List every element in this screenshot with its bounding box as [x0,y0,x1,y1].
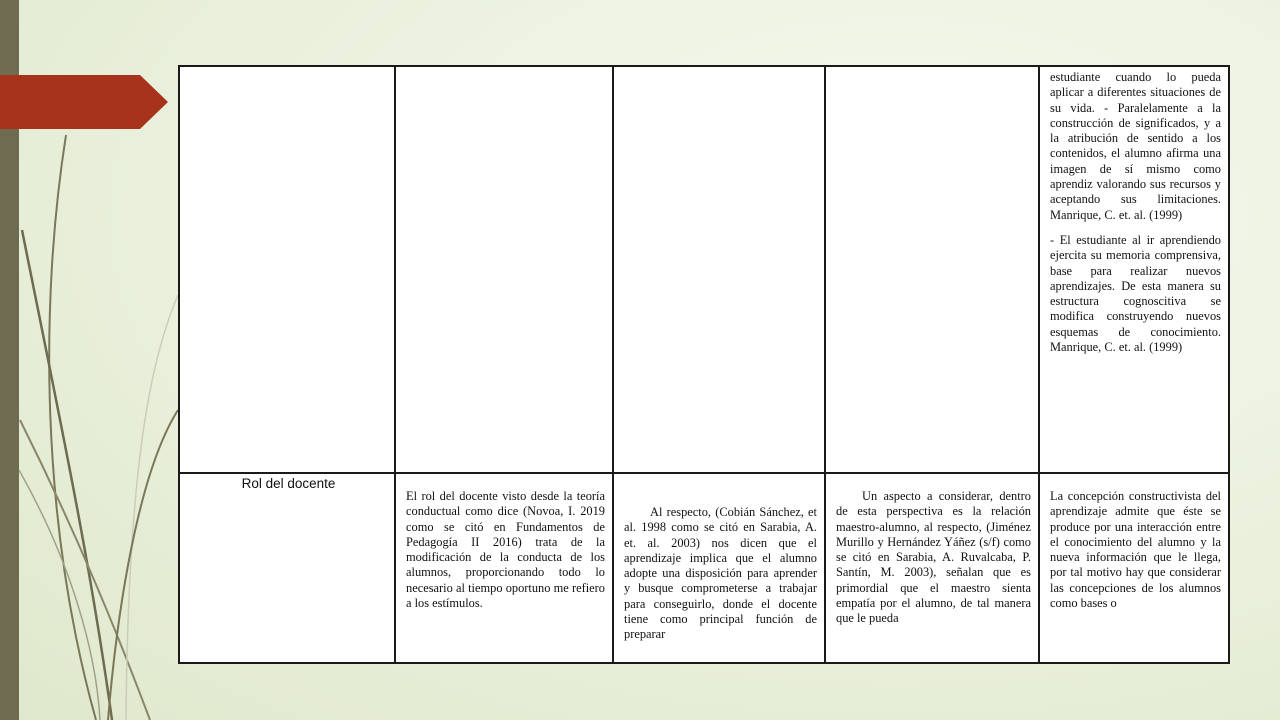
stem-line [108,410,178,720]
cell-paragraph: estudiante cuando lo pueda aplicar a diferentes situaciones de su vida. - Paralelamente a la construcción de significados, y a la atribución de sentido a los contenidos, el alumno afirma una imagen de sí mismo como aprendiz valorando sus recursos y aceptando sus limitaciones. Manrique, C. et. al. (1999) [1050,70,1221,222]
stem-line [49,135,96,720]
table-cell-humanista [825,473,1039,663]
cell-paragraph: - El estudiante al ir aprendiendo ejercita su memoria comprensiva, base para realizar nuevos aprendizajes. De esta manera su estructura cognoscitiva se modifica construyendo nuevos esquemas de conocimiento. Manrique, C. et. al. (1999) [1050,232,1221,355]
table-cell-constructivista [1039,473,1229,663]
table-cell-empty [179,66,395,473]
cell-paragraph: El rol del docente visto desde la teoría conductual como dice (Novoa, I. 2019 como se citó en Fundamentos de Pedagogía II 2016) trata de la modificación de la conducta de los alumnos, proporcionando todo lo necesario al tiempo oportuno me refiero a los estímulos. [406,489,605,611]
table-cell-empty [613,66,825,473]
table-cell-empty [395,66,613,473]
cell-paragraph: Un aspecto a considerar, dentro de esta perspectiva es la relación maestro-alumno, al respecto, (Jiménez Murillo y Hernández Yáñez (s/f) como se citó en Sarabia, A. Ruvalcaba, P. Santín, M. 2003), señalan que es primordial que el maestro sienta empatía por el alumno, de tal manera que le pueda [836,489,1031,626]
row-header-label: Rol del docente [241,476,336,491]
stem-line [19,470,100,720]
content-table [178,65,1230,664]
table-cell-constructivism-student [1039,66,1229,473]
cell-paragraph: Al respecto, (Cobián Sánchez, et al. 1998 como se citó en Sarabia, A. et. al. 2003) nos dicen que el aprendizaje implica que el alumno adopte una disposición para aprender y busque comprometerse a trabajar para conseguirlo, donde el docente tiene como principal función de preparar [624,505,817,642]
table-row [179,66,1229,473]
table-cell-empty [825,66,1039,473]
table-cell-cognitivo [613,473,825,663]
stem-line [126,295,178,720]
row-header-rol-del-docente [179,473,395,663]
stem-line [22,230,112,720]
table-cell-conductual [395,473,613,663]
red-arrow-tab [0,75,168,129]
table-row [179,473,1229,663]
cell-paragraph: La concepción constructivista del aprendizaje admite que éste se produce por una interacción entre el conocimiento del alumno y la nueva información que le llega, por tal motivo hay que considerar las concepciones de los alumnos como bases o [1050,489,1221,611]
